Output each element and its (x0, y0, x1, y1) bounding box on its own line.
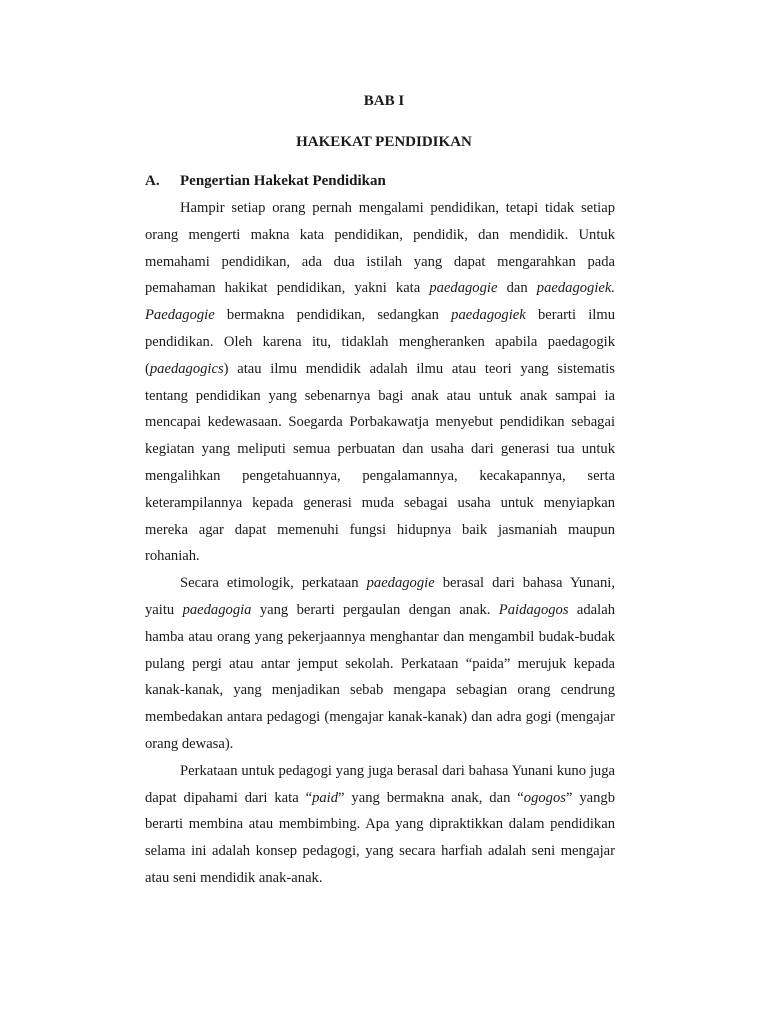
text-run: ” yang bermakna anak, dan “ (338, 789, 524, 806)
paragraph-2 (145, 570, 615, 758)
text-run: ) atau ilmu mendidik adalah ilmu atau teori yang sistematis tentang pendidikan yang sebenarnya bagi anak atau untuk anak sampai ia mencapai kedewasaan. Soegarda Porbakawatja menyebut pendidikan sebagai kegiatan yang meliputi semua perbuatan dan usaha dari generasi tua untuk mengalihkan pengetahuannya, pengalamannya, kecakapannya, serta keterampilannya kepada generasi muda sebagai usaha untuk menyiapkan mereka agar dapat memenuhi fungsi hidupnya baik jasmaniah maupun rohaniah. (145, 360, 615, 565)
text-run: berarti ilmu pendidikan. Oleh karena itu, tidaklah mengheranken apabila paedagogik ( (145, 307, 615, 377)
italic-term: paedagogie (366, 575, 435, 592)
chapter-title: HAKEKAT PENDIDIKAN (296, 134, 472, 150)
text-run: ” yangb berarti membina atau membimbing. Apa yang dipraktikkan dalam pendidikan selama ini adalah konsep pedagogi, yang secara harfiah adalah seni mengajar atau seni mendidik anak-anak. (145, 789, 616, 886)
italic-term: Paidagogos (498, 601, 569, 618)
text-run: Secara etimologik, perkataan (180, 575, 367, 592)
italic-term: paedagogie (429, 280, 498, 297)
italic-term: paedagogia (182, 601, 252, 618)
text-run: yang berarti pergaulan dengan anak. (251, 601, 499, 618)
text-run: bermakna pendidikan, sedangkan (214, 307, 452, 324)
chapter-number: BAB I (363, 93, 405, 109)
section-title: Pengertian Hakekat Pendidikan (180, 173, 386, 189)
text-run: berasal dari bahasa Yunani, yaitu (145, 575, 615, 618)
text-run: dan (497, 280, 537, 297)
text-run: adalah hamba atau orang yang pekerjaannya menghantar dan mengambil budak-budak pulang pergi atau antar jemput sekolah. Perkataan “paida” merujuk kepada kanak-kanak, yang menjadikan sebab mengapa sebagian orang cendrung membedakan antara pedagogi (mengajar kanak-kanak) dan adra gogi (mengajar orang dewasa). (145, 601, 615, 752)
section-letter: A. (145, 173, 160, 189)
body-text (145, 195, 615, 892)
section-heading (145, 173, 386, 190)
text-run: Hampir setiap orang pernah mengalami pendidikan, tetapi tidak setiap orang mengerti makna kata pendidikan, pendidik, dan mendidik. Untuk memahami pendidikan, ada dua istilah yang dapat mengarahkan pada pemahaman hakikat pendidikan, yakni kata (145, 200, 615, 297)
text-run: Perkataan untuk pedagogi yang juga berasal dari bahasa Yunani kuno juga dapat dipahami dari kata “ (145, 762, 615, 806)
italic-term: paedagogiek (451, 307, 526, 324)
italic-term: paedagogiek. Paedagogie (145, 280, 615, 324)
paragraph-3 (145, 758, 615, 892)
italic-term: ogogos (523, 789, 566, 806)
paragraph-1 (145, 195, 615, 570)
italic-term: paid (312, 789, 339, 806)
italic-term: paedagogics (149, 360, 224, 377)
